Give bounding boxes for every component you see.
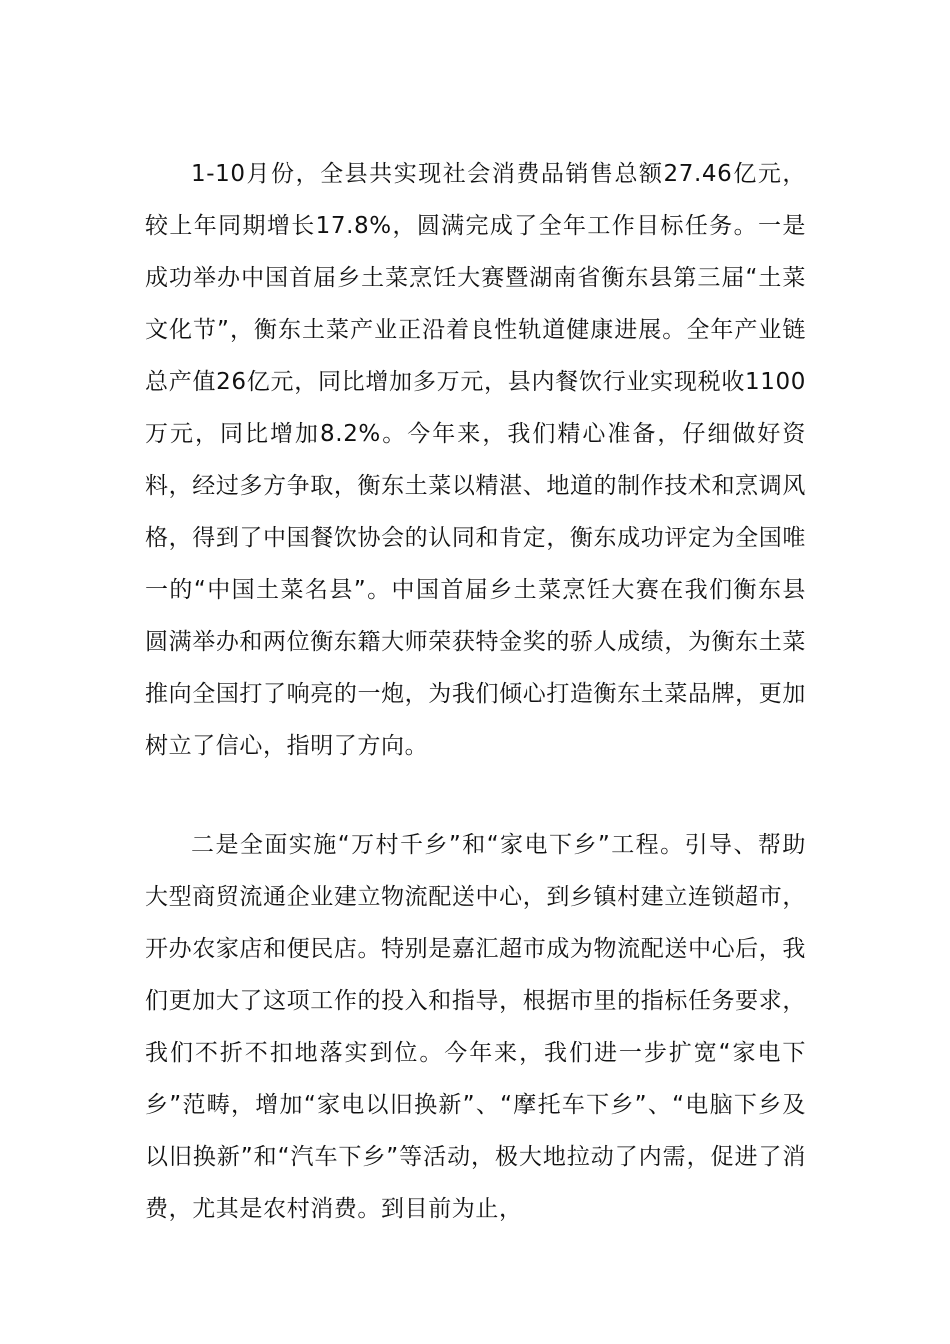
body-paragraph-2: 二是全面实施“万村千乡”和“家电下乡”工程。引导、帮助大型商贸流通企业建立物流配送中心，到乡镇村建立连锁超市，开办农家店和便民店。特别是嘉汇超市成为物流配送中心后，我们更加大了这项工作的投入和指导，根据市里的指标任务要求，我们不折不扣地落实到位。今年来，我们进一步扩宽“家电下乡”范畴，增加“家电以旧换新”、“摩托车下乡”、“电脑下乡及以旧换新”和“汽车下乡”等活动，极大地拉动了内需，促进了消费，尤其是农村消费。到目前为止， bbox=[145, 832, 806, 1222]
body-paragraph-1: 1-10月份，全县共实现社会消费品销售总额27.46亿元，较上年同期增长17.8%，圆满完成了全年工作目标任务。一是成功举办中国首届乡土菜烹饪大赛暨湖南省衡东县第三届“土菜文化节”，衡东土菜产业正沿着良性轨道健康进展。全年产业链总产值26亿元，同比增加多万元，县内餐饮行业实现税收1100万元，同比增加8.2%。今年来，我们精心准备，仔细做好资料，经过多方争取，衡东土菜以精湛、地道的制作技术和烹调风格，得到了中国餐饮协会的认同和肯定，衡东成功评定为全国唯一的“中国土菜名县”。中国首届乡土菜烹饪大赛在我们衡东县圆满举办和两位衡东籍大师荣获特金奖的骄人成绩，为衡东土菜推向全国打了响亮的一炮，为我们倾心打造衡东土菜品牌，更加树立了信心，指明了方向。 bbox=[145, 161, 806, 759]
